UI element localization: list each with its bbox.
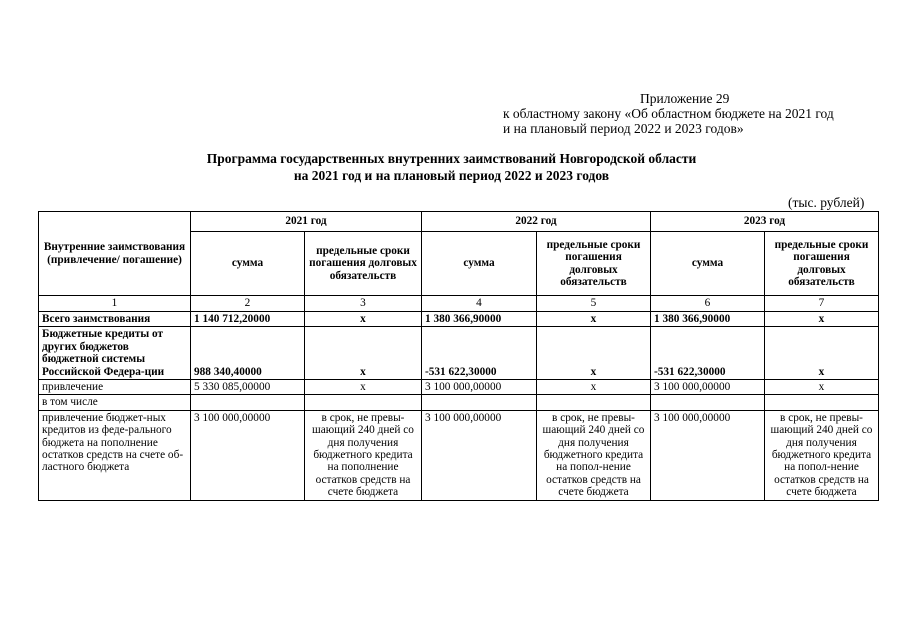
column-numbers-row xyxy=(39,296,879,312)
empty-cell xyxy=(422,395,537,410)
sum-cell: 5 330 085,00000 xyxy=(191,380,305,395)
appendix-number: Приложение 29 xyxy=(640,91,730,106)
empty-cell xyxy=(651,395,765,410)
sum-cell: 3 100 000,00000 xyxy=(651,380,765,395)
column-number: 4 xyxy=(422,296,537,312)
terms-cell: х xyxy=(305,327,422,380)
appendix-note xyxy=(503,91,834,136)
header-year-2022: 2022 год xyxy=(422,212,651,232)
row-label: привлечение xyxy=(39,380,191,395)
terms-cell: х xyxy=(537,380,651,395)
terms-cell: х xyxy=(305,312,422,327)
units-label: (тыс. рублей) xyxy=(788,195,865,210)
sum-cell: 1 380 366,90000 xyxy=(651,312,765,327)
borrowings-table xyxy=(38,211,879,501)
terms-cell: х xyxy=(765,380,879,395)
sum-cell: 3 100 000,00000 xyxy=(422,410,537,500)
sum-cell: 988 340,40000 xyxy=(191,327,305,380)
column-number: 5 xyxy=(537,296,651,312)
header-terms: предельные сроки погашения долговых обязательств xyxy=(765,232,879,296)
sum-cell: -531 622,30000 xyxy=(651,327,765,380)
row-label: привлечение бюджет-ных кредитов из феде-рального бюджета на пополнение остатков средств на счете об-ластного бюджета xyxy=(39,410,191,500)
header-year-2021: 2021 год xyxy=(191,212,422,232)
table-row-total xyxy=(39,312,879,327)
empty-cell xyxy=(305,395,422,410)
column-number: 1 xyxy=(39,296,191,312)
table-row-attraction xyxy=(39,380,879,395)
sum-cell: 1 140 712,20000 xyxy=(191,312,305,327)
header-year-2023: 2023 год xyxy=(651,212,879,232)
terms-cell: х xyxy=(305,380,422,395)
header-sum: сумма xyxy=(191,232,305,296)
header-terms: предельные сроки погашения долговых обязательств xyxy=(537,232,651,296)
header-sum: сумма xyxy=(422,232,537,296)
terms-cell: х xyxy=(765,327,879,380)
sum-cell: 3 100 000,00000 xyxy=(651,410,765,500)
header-sum: сумма xyxy=(651,232,765,296)
terms-cell: х xyxy=(537,312,651,327)
column-number: 6 xyxy=(651,296,765,312)
terms-cell: в срок, не превы-шающий 240 дней со дня получения бюджетного кредита на попол-нение остатков средств на счете бюджета xyxy=(765,410,879,500)
document-title xyxy=(0,150,903,184)
column-number: 3 xyxy=(305,296,422,312)
row-label: Всего заимствования xyxy=(39,312,191,327)
empty-cell xyxy=(537,395,651,410)
row-label: Бюджетные кредиты от других бюджетов бюджетной системы Российской Федера-ции xyxy=(39,327,191,380)
title-line-1: Программа государственных внутренних заимствований Новгородской области xyxy=(206,151,697,166)
column-number: 7 xyxy=(765,296,879,312)
title-line-2: на 2021 год и на плановый период 2022 и 2023 годов xyxy=(293,168,610,183)
table-row-including xyxy=(39,395,879,410)
empty-cell xyxy=(191,395,305,410)
header-borrowings: Внутренние заимствования (привлечение/ погашение) xyxy=(39,212,191,296)
table-row-federal-credits xyxy=(39,410,879,500)
row-label: в том числе xyxy=(39,395,191,410)
terms-cell: в срок, не превы-шающий 240 дней со дня получения бюджетного кредита на пополнение остатков средств на счете бюджета xyxy=(305,410,422,500)
header-terms: предельные сроки погашения долговых обязательств xyxy=(305,232,422,296)
table-row-budget-credits xyxy=(39,327,879,380)
appendix-law-line-2: и на плановый период 2022 и 2023 годов» xyxy=(503,121,744,136)
sum-cell: 1 380 366,90000 xyxy=(422,312,537,327)
sum-cell: 3 100 000,00000 xyxy=(422,380,537,395)
terms-cell: х xyxy=(537,327,651,380)
terms-cell: х xyxy=(765,312,879,327)
sum-cell: -531 622,30000 xyxy=(422,327,537,380)
terms-cell: в срок, не превы-шающий 240 дней со дня получения бюджетного кредита на попол-нение остатков средств на счете бюджета xyxy=(537,410,651,500)
appendix-law-line: к областному закону «Об областном бюджете на 2021 год xyxy=(503,106,834,121)
empty-cell xyxy=(765,395,879,410)
sum-cell: 3 100 000,00000 xyxy=(191,410,305,500)
column-number: 2 xyxy=(191,296,305,312)
